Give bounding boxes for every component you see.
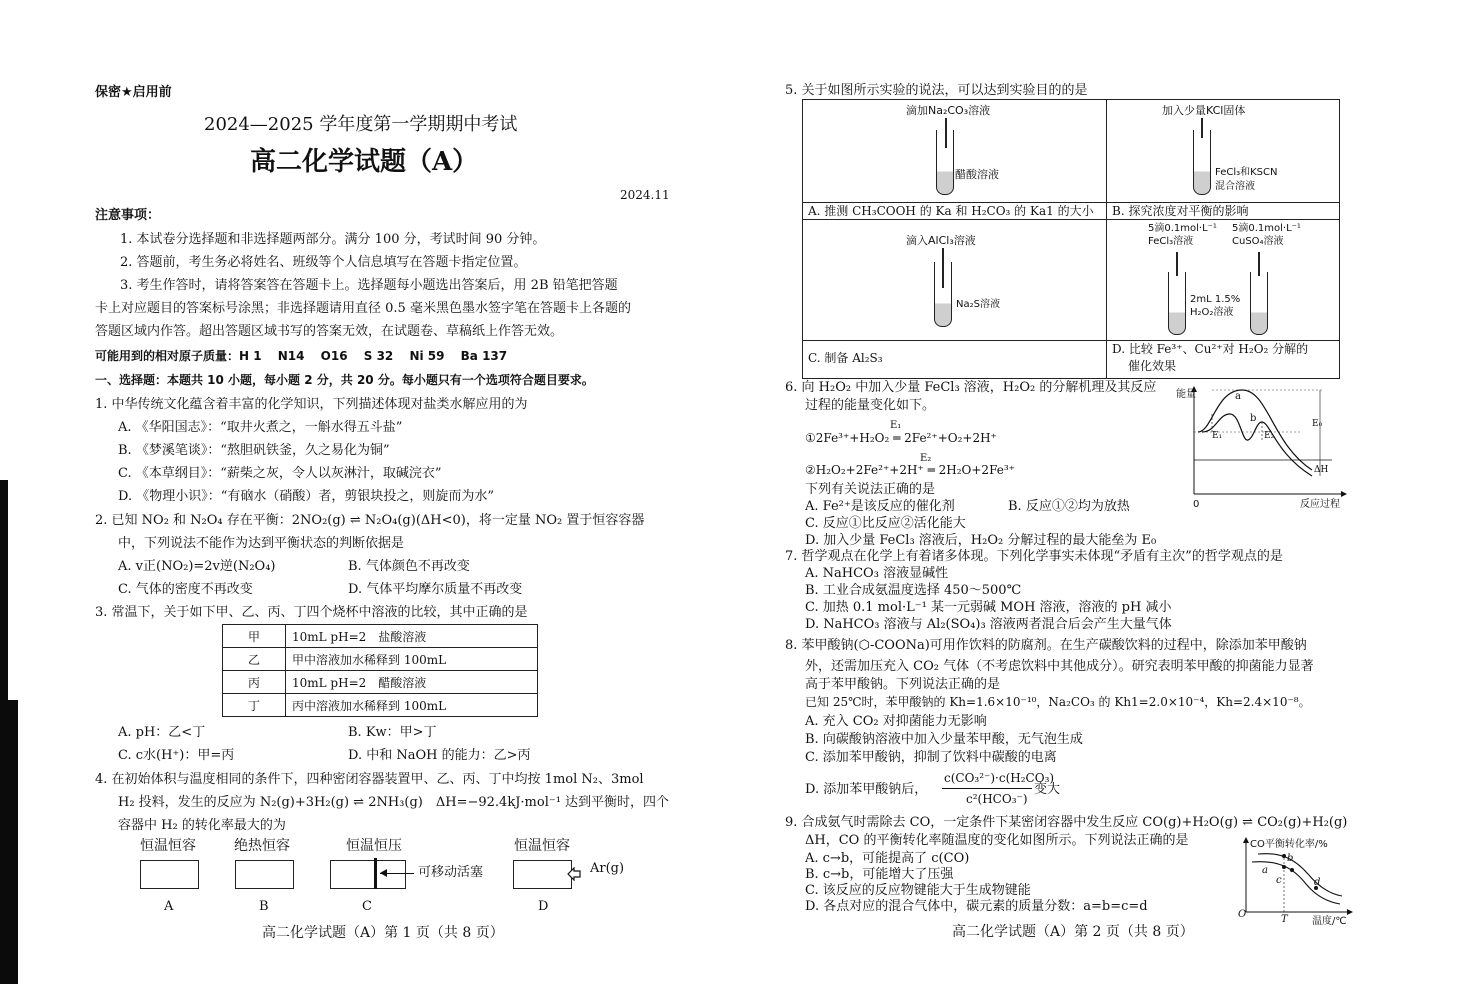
container-a [140, 860, 199, 889]
container-a-letter: A [164, 899, 174, 914]
container-c-label: 恒温恒压 [346, 838, 402, 854]
q6-reaction-1: ①2Fe³⁺+H₂O₂ ═ 2Fe²⁺+O₂+2H⁺ [805, 431, 997, 445]
container-b-label: 绝热恒容 [234, 838, 290, 854]
note-2: 2. 答题前，考生务必将姓名、班级等个人信息填写在答题卡指定位置。 [120, 255, 527, 270]
q9-point-c: c [1276, 875, 1282, 886]
q5-option-a: A. 推测 CH₃COOH 的 Ka 和 H₂CO₃ 的 Ka1 的大小 [808, 204, 1094, 218]
q1-option-c: C. 《本草纲目》：“薪柴之灰，令人以灰淋汁，取碱浣衣” [118, 466, 442, 481]
q8-option-a: A. 充入 CO₂ 对抑菌能力无影响 [805, 714, 987, 729]
q9-graph-y-label: CO平衡转化率/% [1250, 839, 1328, 850]
q9-point-a: a [1262, 865, 1268, 876]
confidential-label: 保密★启用前 [95, 85, 172, 100]
exam-date: 2024.11 [620, 188, 670, 202]
page-footer-right: 高二化学试题（A）第 2 页（共 8 页） [952, 924, 1194, 940]
q5d-reagent-2: 5滴0.1mol·L⁻¹ [1232, 223, 1301, 234]
q8-given: 已知 25℃时，苯甲酸钠的 Kh=1.6×10⁻¹⁰，Na₂CO₃ 的 Kh1=2.0×10⁻⁴，Kh=2.4×10⁻⁸。 [805, 695, 1311, 709]
container-c-letter: C [362, 899, 372, 914]
container-b [235, 860, 294, 889]
q7-option-c: C. 加热 0.1 mol·L⁻¹ 某一元弱碱 MOH 溶液，溶液的 pH 减小 [805, 600, 1172, 615]
q6-option-c: C. 反应①比反应②活化能大 [805, 516, 966, 531]
q1-option-a: A. 《华阳国志》：“取井火煮之，一斛水得五斗盐” [118, 420, 403, 435]
table-row [223, 625, 538, 648]
table-cell: 乙 [223, 648, 286, 671]
q5-option-d: D. 比较 Fe³⁺、Cu²⁺对 H₂O₂ 分解的 [1112, 342, 1309, 356]
section-heading: 一、选择题：本题共 10 小题，每小题 2 分，共 20 分。每小题只有一个选项符合题目要求。 [95, 373, 594, 387]
q5d-mid-2: H₂O₂溶液 [1190, 307, 1234, 318]
q2-stem: 2. 已知 NO₂ 和 N₂O₄ 存在平衡：2NO₂(g) ⇌ N₂O₄(g)(ΔH<0)，将一定量 NO₂ 置于恒容容器 [95, 513, 645, 528]
test-tube-icon [934, 262, 952, 327]
q5d-reagent-2b: CuSO₄溶液 [1232, 236, 1284, 247]
q4-stem: 4. 在初始体积与温度相同的条件下，四种密闭容器装置甲、乙、丙、丁中均按 1mol N₂、3mol [95, 772, 644, 787]
container-d-letter: D [538, 899, 549, 914]
q7-option-a: A. NaHCO₃ 溶液显碱性 [805, 566, 949, 581]
q5d-reagent-1: 5滴0.1mol·L⁻¹ [1148, 223, 1217, 234]
graph-x-label: 反应过程 [1300, 499, 1340, 510]
q7-option-d: D. NaHCO₃ 溶液与 Al₂(SO₄)₃ 溶液两者混合后会产生大量气体 [805, 617, 1172, 632]
q6-reaction-2: ②H₂O₂+2Fe²⁺+2H⁺ ═ 2H₂O+2Fe³⁺ [805, 463, 1015, 477]
notes-heading: 注意事项： [95, 208, 161, 223]
q8-stem-3: 高于苯甲酸钠。下列说法正确的是 [805, 677, 1001, 692]
q2-option-d: D. 气体平均摩尔质量不再改变 [348, 582, 523, 597]
exam-title: 2024—2025 学年度第一学期期中考试 [204, 114, 518, 135]
q9-point-d: d [1314, 877, 1321, 888]
piston [374, 858, 377, 889]
q5c-solution: Na₂S溶液 [956, 299, 1000, 310]
q8-fraction-numerator: c(CO₃²⁻)·c(H₂CO₃) [944, 771, 1055, 785]
container-c [330, 860, 406, 889]
q5b-solution-cont: 混合溶液 [1215, 181, 1255, 192]
q2-stem-cont: 中，下列说法不能作为达到平衡状态的判断依据是 [118, 536, 405, 551]
q3-option-d: D. 中和 NaOH 的能力：乙>丙 [348, 748, 531, 763]
energy-diagram [1172, 384, 1350, 512]
atomic-mass-line: 可能用到的相对原子质量：H 1 N14 O16 S 32 Ni 59 Ba 137 [95, 349, 508, 363]
graph-e0: E₀ [1312, 419, 1323, 429]
arrow-left-icon [380, 869, 387, 877]
graph-point-a: a [1235, 391, 1241, 402]
note-3: 3. 考生作答时，请将答案答在答题卡上。选择题每小题选出答案后，用 2B 铅笔把答题 [120, 278, 618, 293]
table-row [223, 671, 538, 694]
q2-option-b: B. 气体颜色不再改变 [348, 559, 470, 574]
table-row [223, 648, 538, 671]
q5-option-c: C. 制备 Al₂S₃ [808, 351, 883, 365]
q5-option-b: B. 探究浓度对平衡的影响 [1112, 204, 1249, 218]
note-3-end: 答题区域内作答。超出答题区域书写的答案无效，在试题卷、草稿纸上作答无效。 [95, 324, 564, 339]
q6-e1: E₁ [890, 420, 902, 431]
container-d-label: 恒温恒容 [514, 838, 570, 854]
q6-question: 下列有关说法正确的是 [805, 482, 936, 497]
q7-stem: 7. 哲学观点在化学上有着诸多体现。下列化学事实未体现“矛盾有主次”的哲学观点的是 [785, 549, 1283, 564]
q6-option-a: A. Fe²⁺是该反应的催化剂 [805, 499, 955, 514]
q5b-reagent: 加入少量KCl固体 [1162, 104, 1246, 117]
table-row [223, 694, 538, 717]
q2-option-c: C. 气体的密度不再改变 [118, 582, 253, 597]
table-cell: 甲中溶液加水稀释到 100mL [286, 648, 538, 671]
q6-option-b: B. 反应①②均为放热 [1008, 499, 1130, 514]
table-cell: 丙 [223, 671, 286, 694]
grid-divider [1106, 99, 1107, 378]
q8-option-d-end: 变大 [1034, 782, 1061, 797]
test-tube-icon [1168, 272, 1186, 335]
scan-shadow-lower [0, 700, 18, 984]
q6-stem: 6. 向 H₂O₂ 中加入少量 FeCl₃ 溶液，H₂O₂ 的分解机理及其反应 [785, 380, 1157, 395]
q1-option-d: D. 《物理小识》：“有硇水（硝酸）者，剪银块投之，则旋而为水” [118, 489, 495, 504]
q8-option-b: B. 向碳酸钠溶液中加入少量苯甲酸，无气泡生成 [805, 732, 1083, 747]
scan-shadow [0, 480, 8, 710]
q6-option-d: D. 加入少量 FeCl₃ 溶液后，H₂O₂ 分解过程的最大能垒为 E₀ [805, 533, 1157, 548]
q9-option-d: D. 各点对应的混合气体中，碳元素的质量分数：a=b=c=d [805, 899, 1148, 914]
q3-option-b: B. Kw：甲>丁 [348, 725, 437, 740]
q8-stem: 8. 苯甲酸钠(⬡-COONa)可用作饮料的防腐剂。在生产碳酸饮料的过程中，除添加苯甲酸钠 [785, 638, 1307, 653]
q9-option-b: B. c→b，可能增大了压强 [805, 867, 954, 882]
container-b-letter: B [259, 899, 269, 914]
q4-stem-end: 容器中 H₂ 的转化率最大的为 [118, 818, 286, 833]
container-a-label: 恒温恒容 [140, 838, 196, 854]
q8-fraction-denominator: c²(HCO₃⁻) [966, 792, 1028, 806]
q6-e2: E₂ [920, 453, 932, 464]
q5b-solution: FeCl₃和KSCN [1215, 167, 1278, 178]
q8-option-c: C. 添加苯甲酸钠，抑制了饮料中碳酸的电离 [805, 750, 1057, 765]
q5d-mid-1: 2mL 1.5% [1190, 294, 1241, 305]
q9-stem: 9. 合成氨气时需除去 CO，一定条件下某密闭容器中发生反应 CO(g)+H₂O(g) ⇌ CO₂(g)+H₂(g) [785, 815, 1348, 830]
table-cell: 丙中溶液加水稀释到 100mL [286, 694, 538, 717]
fraction-bar [942, 788, 1032, 789]
q3-option-a: A. pH：乙<丁 [118, 725, 206, 740]
graph-e2: E₂ [1264, 431, 1275, 441]
q7-option-b: B. 工业合成氨温度选择 450～500℃ [805, 583, 1022, 598]
piston-label: 可移动活塞 [418, 865, 484, 880]
q9-option-c: C. 该反应的反应物键能大于生成物键能 [805, 883, 1031, 898]
note-3-cont: 卡上对应题目的答案标号涂黑；非选择题请用直径 0.5 毫米黑色墨水签字笔在答题卡上各题的 [95, 301, 631, 316]
graph-y-label: 能量 [1176, 389, 1196, 400]
graph-point-b: b [1250, 413, 1257, 424]
q9-graph-origin: O [1238, 909, 1247, 920]
table-cell: 甲 [223, 625, 286, 648]
q5d-reagent-1b: FeCl₃溶液 [1148, 236, 1194, 247]
q3-option-c: C. c水(H⁺)：甲=丙 [118, 748, 235, 763]
q3-stem: 3. 常温下，关于如下甲、乙、丙、丁四个烧杯中溶液的比较，其中正确的是 [95, 605, 528, 620]
table-cell: 10mL pH=2 盐酸溶液 [286, 625, 538, 648]
q1-option-b: B. 《梦溪笔谈》：“熬胆矾铁釜，久之易化为铜” [118, 443, 390, 458]
graph-origin: 0 [1193, 499, 1200, 510]
q4-stem-cont: H₂ 投料，发生的反应为 N₂(g)+3H₂(g) ⇌ 2NH₃(g) ΔH=−92.4kJ·mol⁻¹ 达到平衡时，四个 [118, 795, 670, 810]
q9-point-b: b [1287, 853, 1294, 864]
q9-stem-2: ΔH，CO 的平衡转化率随温度的变化如图所示。下列说法正确的是 [805, 833, 1189, 848]
arrow-left-icon [567, 866, 579, 878]
subject-title: 高二化学试题（A） [250, 147, 479, 177]
test-tube-icon [936, 130, 954, 195]
graph-delta-h: ΔH [1314, 465, 1329, 475]
q9-option-a: A. c→b，可能提高了 c(CO) [805, 851, 970, 866]
q1-stem: 1. 中华传统文化蕴含着丰富的化学知识，下列描述体现对盐类水解应用的为 [95, 397, 528, 412]
q3-beaker-table [222, 624, 538, 717]
q5a-reagent: 滴加Na₂CO₃溶液 [906, 104, 991, 117]
q6-stem-cont: 过程的能量变化如下。 [805, 398, 936, 413]
table-cell: 10mL pH=2 醋酸溶液 [286, 671, 538, 694]
table-cell: 丁 [223, 694, 286, 717]
note-1: 1. 本试卷分选择题和非选择题两部分。满分 100 分，考试时间 90 分钟。 [120, 232, 546, 247]
q9-graph-x-label: 温度/℃ [1312, 916, 1347, 927]
q5-stem: 5. 关于如图所示实验的说法，可以达到实验目的的是 [785, 83, 1088, 98]
container-d [513, 860, 572, 889]
page-footer-left: 高二化学试题（A）第 1 页（共 8 页） [262, 925, 504, 941]
test-tube-icon [1250, 272, 1268, 335]
q8-stem-2: 外，还需加压充入 CO₂ 气体（不考虑饮料中其他成分）。研究表明苯甲酸的抑菌能力显著 [805, 659, 1314, 674]
q2-option-a: A. v正(NO₂)=2v逆(N₂O₄) [118, 559, 276, 574]
q5-option-d-cont: 催化效果 [1128, 359, 1177, 373]
graph-e1: E₁ [1212, 431, 1223, 441]
test-tube-icon [1193, 130, 1211, 195]
q5a-solution: 醋酸溶液 [955, 168, 999, 181]
argon-label: Ar(g) [590, 861, 625, 876]
q8-option-d: D. 添加苯甲酸钠后， [805, 782, 928, 797]
q5c-reagent: 滴入AlCl₃溶液 [906, 234, 976, 247]
q9-graph-t: T [1281, 914, 1288, 925]
